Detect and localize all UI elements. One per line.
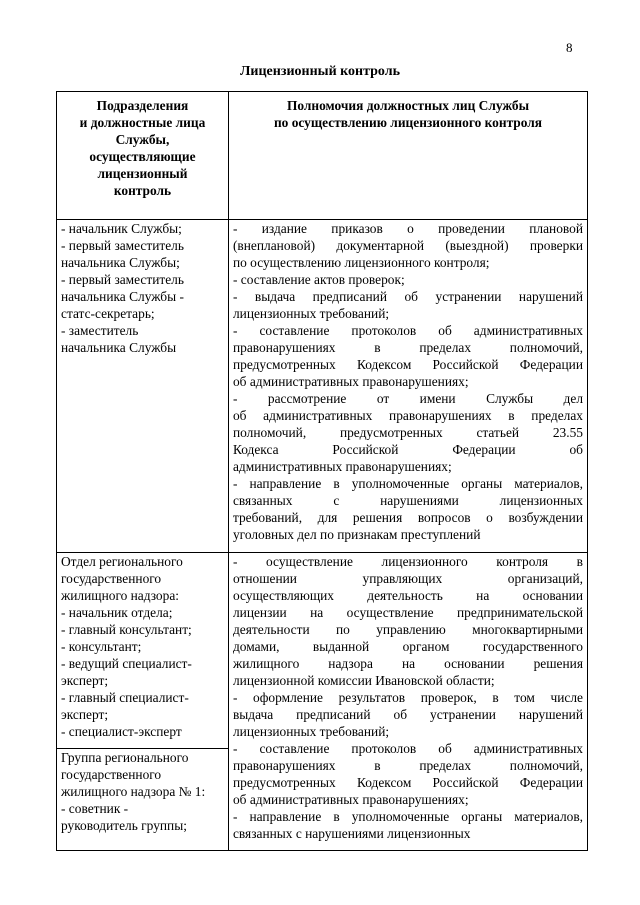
header-col2-text [233, 97, 583, 131]
text-line: деятельности по управлению многоквартирными [232, 622, 583, 637]
text-line: осуществляющих деятельность на основании [232, 588, 583, 603]
text-line: государственного [61, 571, 162, 586]
powers-table [56, 91, 588, 851]
text-line: - направление в уполномоченные органы материалов, [232, 809, 583, 824]
text-line: жилищного надзора № 1: [61, 784, 206, 799]
text-line: правонарушениях в пределах полномочий, [232, 758, 583, 773]
text-line: статс-секретарь; [61, 306, 155, 321]
text-line: - начальник Службы; [61, 221, 182, 236]
page-number: 8 [566, 40, 573, 55]
text-line: - осуществление лицензионного контроля в [232, 554, 583, 569]
text-line: жилищного надзора на основании решения [232, 656, 583, 671]
text-line: начальника Службы [61, 340, 177, 355]
text-line: - консультант; [61, 639, 142, 654]
text-line: административных правонарушениях; [232, 459, 452, 474]
text-line: - заместитель [61, 323, 139, 338]
text-line: - выдача предписаний об устранении нарушений [232, 289, 583, 304]
text-line: выдача предписаний об устранении нарушений [232, 707, 583, 722]
text-line: об административных правонарушениях в пределах [232, 408, 583, 423]
text-line: Отдел регионального [61, 554, 183, 569]
text-line: Группа регионального [61, 750, 189, 765]
row3-group-cell [57, 749, 229, 851]
text-line: - советник - [61, 801, 129, 816]
text-line: - первый заместитель [61, 272, 184, 287]
text-line: - составление протоколов об административных [232, 323, 583, 338]
text-line: связанных с нарушениями лицензионных [232, 493, 583, 508]
text-line: и должностные лица [79, 115, 206, 130]
text-line: предусмотренных Кодексом Российской Федерации [232, 357, 583, 372]
text-line: контроль [113, 183, 172, 198]
text-line: осуществляющие [89, 149, 196, 164]
row1-officials-cell [57, 220, 229, 553]
text-line: домами, выданной органом государственного [232, 639, 583, 654]
text-line: лицензии на осуществление предпринимательской [232, 605, 583, 620]
text-line: полномочий, предусмотренных статьей 23.55 [232, 425, 583, 440]
text-line: лицензионный [97, 166, 188, 181]
text-line: - первый заместитель [61, 238, 184, 253]
text-line: требований, для решения вопросов о возбуждении [232, 510, 583, 525]
text-line: лицензионных требований; [232, 724, 390, 739]
text-line: - начальник отдела; [61, 605, 173, 620]
text-line: по осуществлению лицензионного контроля [273, 115, 543, 130]
table-row [57, 553, 588, 749]
text-line: жилищного надзора: [61, 588, 179, 603]
text-line: отношении управляющих организаций, [232, 571, 583, 586]
text-line: Кодекса Российской Федерации об [232, 442, 583, 457]
text-line: Полномочия должностных лиц Службы [286, 98, 530, 113]
text-line: Подразделения [96, 98, 189, 113]
text-line: руководитель группы; [61, 818, 187, 833]
row1-powers-cell [228, 220, 587, 553]
text-line: правонарушениях в пределах полномочий, [232, 340, 583, 355]
row2-powers-text [233, 553, 583, 842]
document-title: Лицензионный контроль [239, 64, 401, 79]
text-line: об административных правонарушениях; [232, 792, 469, 807]
row3-group-text [61, 749, 224, 834]
text-line: - главный специалист- [61, 690, 189, 705]
row1-officials-text [61, 220, 224, 356]
text-line: - главный консультант; [61, 622, 192, 637]
header-cell-divisions [57, 92, 229, 220]
text-line: по осуществлению лицензионного контроля; [232, 255, 490, 270]
row2-department-cell [57, 553, 229, 749]
header-col1-text [61, 97, 224, 199]
header-cell-powers [228, 92, 587, 220]
text-line: связанных с нарушениями лицензионных [232, 826, 471, 841]
text-line: (внеплановой) документарной (выездной) проверки [232, 238, 583, 253]
text-line: - рассмотрение от имени Службы дел [232, 391, 583, 406]
text-line: - направление в уполномоченные органы материалов, [232, 476, 583, 491]
text-line: начальника Службы; [61, 255, 180, 270]
table-row [57, 220, 588, 553]
text-line: начальника Службы - [61, 289, 184, 304]
text-line: эксперт; [61, 673, 109, 688]
row2-powers-cell [228, 553, 587, 851]
text-line: - ведущий специалист- [61, 656, 192, 671]
text-line: лицензионных требований; [232, 306, 390, 321]
text-line: эксперт; [61, 707, 109, 722]
text-line: об административных правонарушениях; [232, 374, 469, 389]
text-line: предусмотренных Кодексом Российской Федерации [232, 775, 583, 790]
row1-powers-text [233, 220, 583, 543]
text-line: государственного [61, 767, 162, 782]
text-line: уголовных дел по признакам преступлений [232, 527, 481, 542]
text-line: - оформление результатов проверок, в том числе [232, 690, 583, 705]
row2-department-text [61, 553, 224, 740]
text-line: - составление актов проверок; [232, 272, 405, 287]
text-line: лицензионной комиссии Ивановской области; [232, 673, 495, 688]
text-line: - составление протоколов об административных [232, 741, 583, 756]
text-line: - издание приказов о проведении плановой [232, 221, 583, 236]
text-line: Службы, [115, 132, 170, 147]
text-line: - специалист-эксперт [61, 724, 182, 739]
table-header-row [57, 92, 588, 220]
